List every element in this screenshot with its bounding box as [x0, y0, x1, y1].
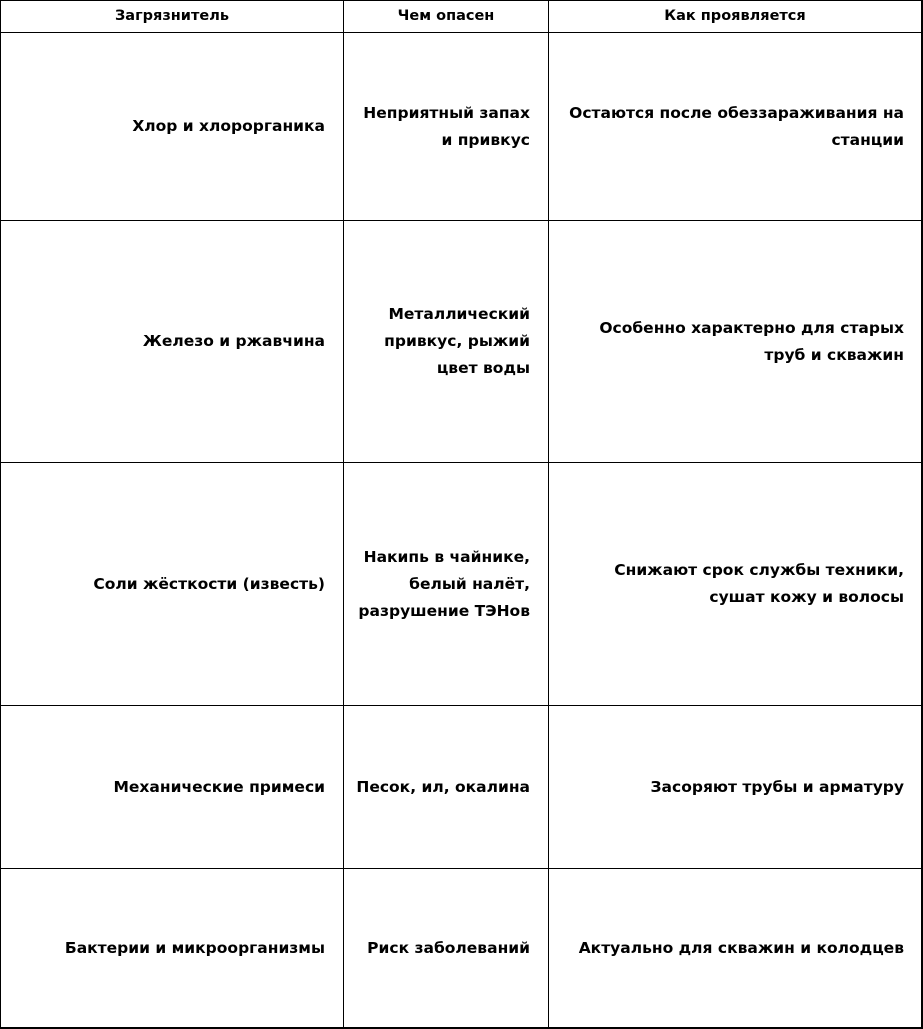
table-row	[1, 462, 921, 705]
manifestation-cell: Остаются после обеззараживания на станции	[548, 33, 921, 220]
danger-cell: Неприятный запах и привкус	[343, 33, 548, 220]
danger-cell: Песок, ил, окалина	[343, 706, 548, 868]
table-row	[1, 868, 921, 1028]
table-row	[1, 705, 921, 868]
header-manifestation: Как проявляется	[548, 1, 921, 32]
manifestation-cell: Снижают срок службы техники, сушат кожу и волосы	[548, 463, 921, 705]
manifestation-cell: Особенно характерно для старых труб и скважин	[548, 221, 921, 462]
contaminant-cell: Железо и ржавчина	[142, 332, 325, 350]
danger-cell: Накипь в чайнике, белый налёт, разрушение ТЭНов	[343, 463, 548, 705]
contaminant-cell: Хлор и хлорорганика	[132, 117, 325, 135]
table-row	[1, 32, 921, 220]
manifestation-cell: Засоряют трубы и арматуру	[548, 706, 921, 868]
contaminant-cell: Бактерии и микроорганизмы	[64, 939, 325, 957]
header-danger: Чем опасен	[343, 1, 548, 32]
header-contaminant: Загрязнитель	[115, 8, 229, 24]
manifestation-cell: Актуально для скважин и колодцев	[548, 869, 921, 1028]
contaminant-cell: Механические примеси	[113, 777, 325, 796]
table-header-row	[1, 1, 921, 32]
contaminant-cell: Соли жёсткости (известь)	[93, 574, 325, 593]
danger-cell: Риск заболеваний	[343, 869, 548, 1028]
table-row	[1, 220, 921, 462]
danger-cell: Металлический привкус, рыжий цвет воды	[343, 221, 548, 462]
